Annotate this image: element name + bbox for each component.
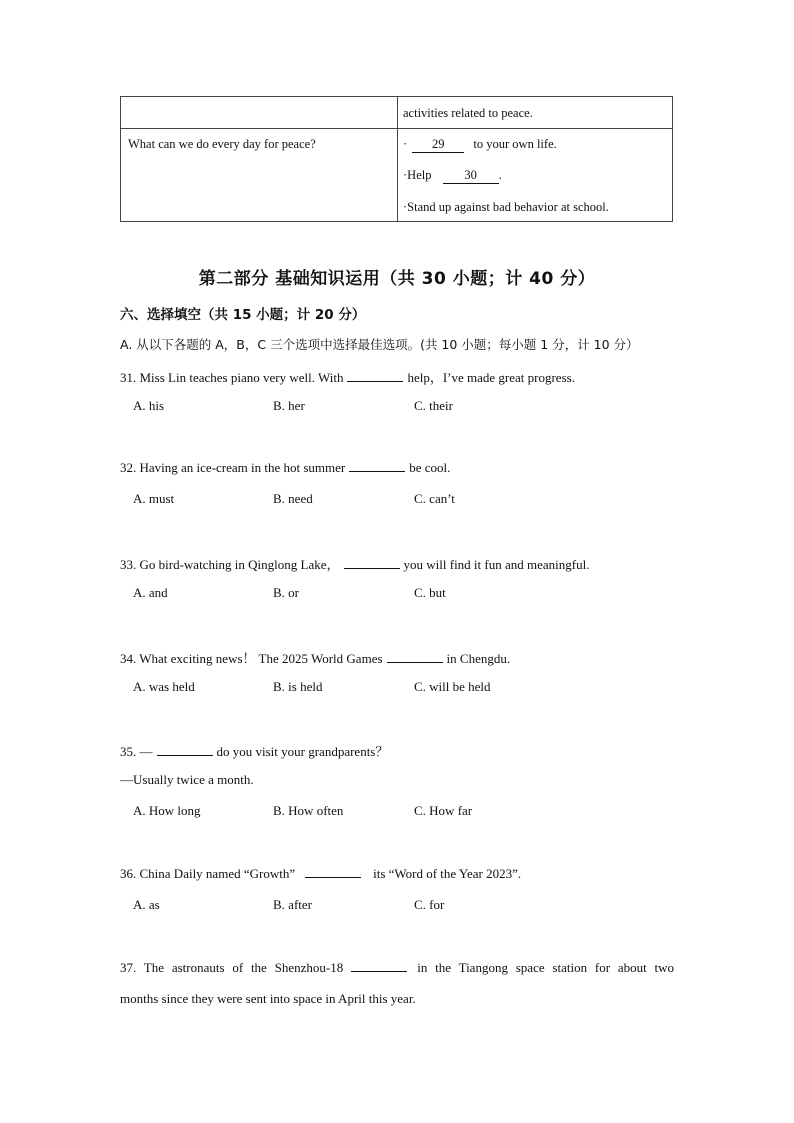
table-divider-vertical <box>397 97 398 221</box>
question-text: 37. The astronauts of the Shenzhou-18 <box>120 960 344 975</box>
table-row1-right: activities related to peace. <box>403 106 533 120</box>
answer-blank <box>157 745 213 756</box>
answer-blank <box>305 867 361 878</box>
info-table <box>120 96 673 222</box>
option-33-c: C. but <box>414 585 446 600</box>
table-row2-line1 <box>403 137 557 153</box>
question-36 <box>120 866 521 882</box>
question-text: 36. China Daily named “Growth” <box>120 866 296 881</box>
question-text: 32. Having an ice-cream in the hot summer <box>120 460 346 475</box>
question-text-after: be cool. <box>409 460 451 475</box>
option-31-a: A. his <box>133 398 165 413</box>
option-31-b: B. her <box>273 398 305 413</box>
answer-blank <box>347 371 403 382</box>
blank-29: 29 <box>412 138 464 153</box>
question-text: 34. What exciting news！ The 2025 World Games <box>120 651 383 666</box>
question-text: 31. Miss Lin teaches piano very well. With <box>120 370 344 385</box>
answer-blank <box>351 961 407 972</box>
option-33-b: B. or <box>273 585 299 600</box>
option-34-a: A. was held <box>133 679 195 694</box>
option-36-b: B. after <box>273 897 312 912</box>
section-a-instruction: A. 从以下各题的 A，B，C 三个选项中选择最佳选项。(共 10 小题；每小题 1 分，计 10 分） <box>120 337 639 352</box>
line2-prefix: ·Help <box>403 168 432 182</box>
answer-blank <box>349 461 405 472</box>
question-31 <box>120 367 575 386</box>
answer-blank <box>344 558 400 569</box>
option-35-c: C. How far <box>414 803 473 818</box>
question-35 <box>120 741 388 760</box>
line2-suffix: . <box>498 168 502 182</box>
question-text-after: help，I’ve made great progress. <box>407 370 575 385</box>
question-text-after: in the Tiangong space station for about two <box>417 960 675 975</box>
question-text-after: do you visit your grandparents？ <box>216 744 389 759</box>
bullet: · <box>403 137 408 151</box>
option-33-a: A. and <box>133 585 168 600</box>
option-32-b: B. need <box>273 491 313 506</box>
table-row2-left: What can we do every day for peace? <box>128 137 316 151</box>
question-text-after: in Chengdu. <box>446 651 511 666</box>
question-text: 35. — <box>120 744 153 759</box>
question-37-line2: months since they were sent into space in April this year. <box>120 991 416 1006</box>
option-34-c: C. will be held <box>414 679 491 694</box>
question-32 <box>120 460 450 476</box>
table-divider-horizontal <box>121 128 672 129</box>
option-35-a: A. How long <box>133 803 201 818</box>
question-34 <box>120 648 510 667</box>
question-35-reply: —Usually twice a month. <box>120 772 254 787</box>
option-34-b: B. is held <box>273 679 323 694</box>
part2-title: 第二部分 基础知识运用（共 30 小题；计 40 分） <box>198 269 596 289</box>
answer-blank <box>387 652 443 663</box>
section6-title: 六、选择填空（共 15 小题；计 20 分） <box>120 307 366 323</box>
line1-suffix: to your own life. <box>473 137 557 151</box>
question-33 <box>120 554 589 573</box>
option-36-a: A. as <box>133 897 160 912</box>
question-text-after: you will find it fun and meaningful. <box>403 557 590 572</box>
option-32-a: A. must <box>133 491 175 506</box>
table-row2-line3: ·Stand up against bad behavior at school. <box>403 200 609 214</box>
option-35-b: B. How often <box>273 803 344 818</box>
table-row2-line2 <box>403 168 502 184</box>
question-37 <box>120 960 674 976</box>
question-text-after: its “Word of the Year 2023”. <box>373 866 522 881</box>
option-31-c: C. their <box>414 398 453 413</box>
question-text: 33. Go bird-watching in Qinglong Lake， <box>120 557 340 572</box>
option-36-c: C. for <box>414 897 445 912</box>
blank-30: 30 <box>443 169 499 184</box>
option-32-c: C. can’t <box>414 491 455 506</box>
